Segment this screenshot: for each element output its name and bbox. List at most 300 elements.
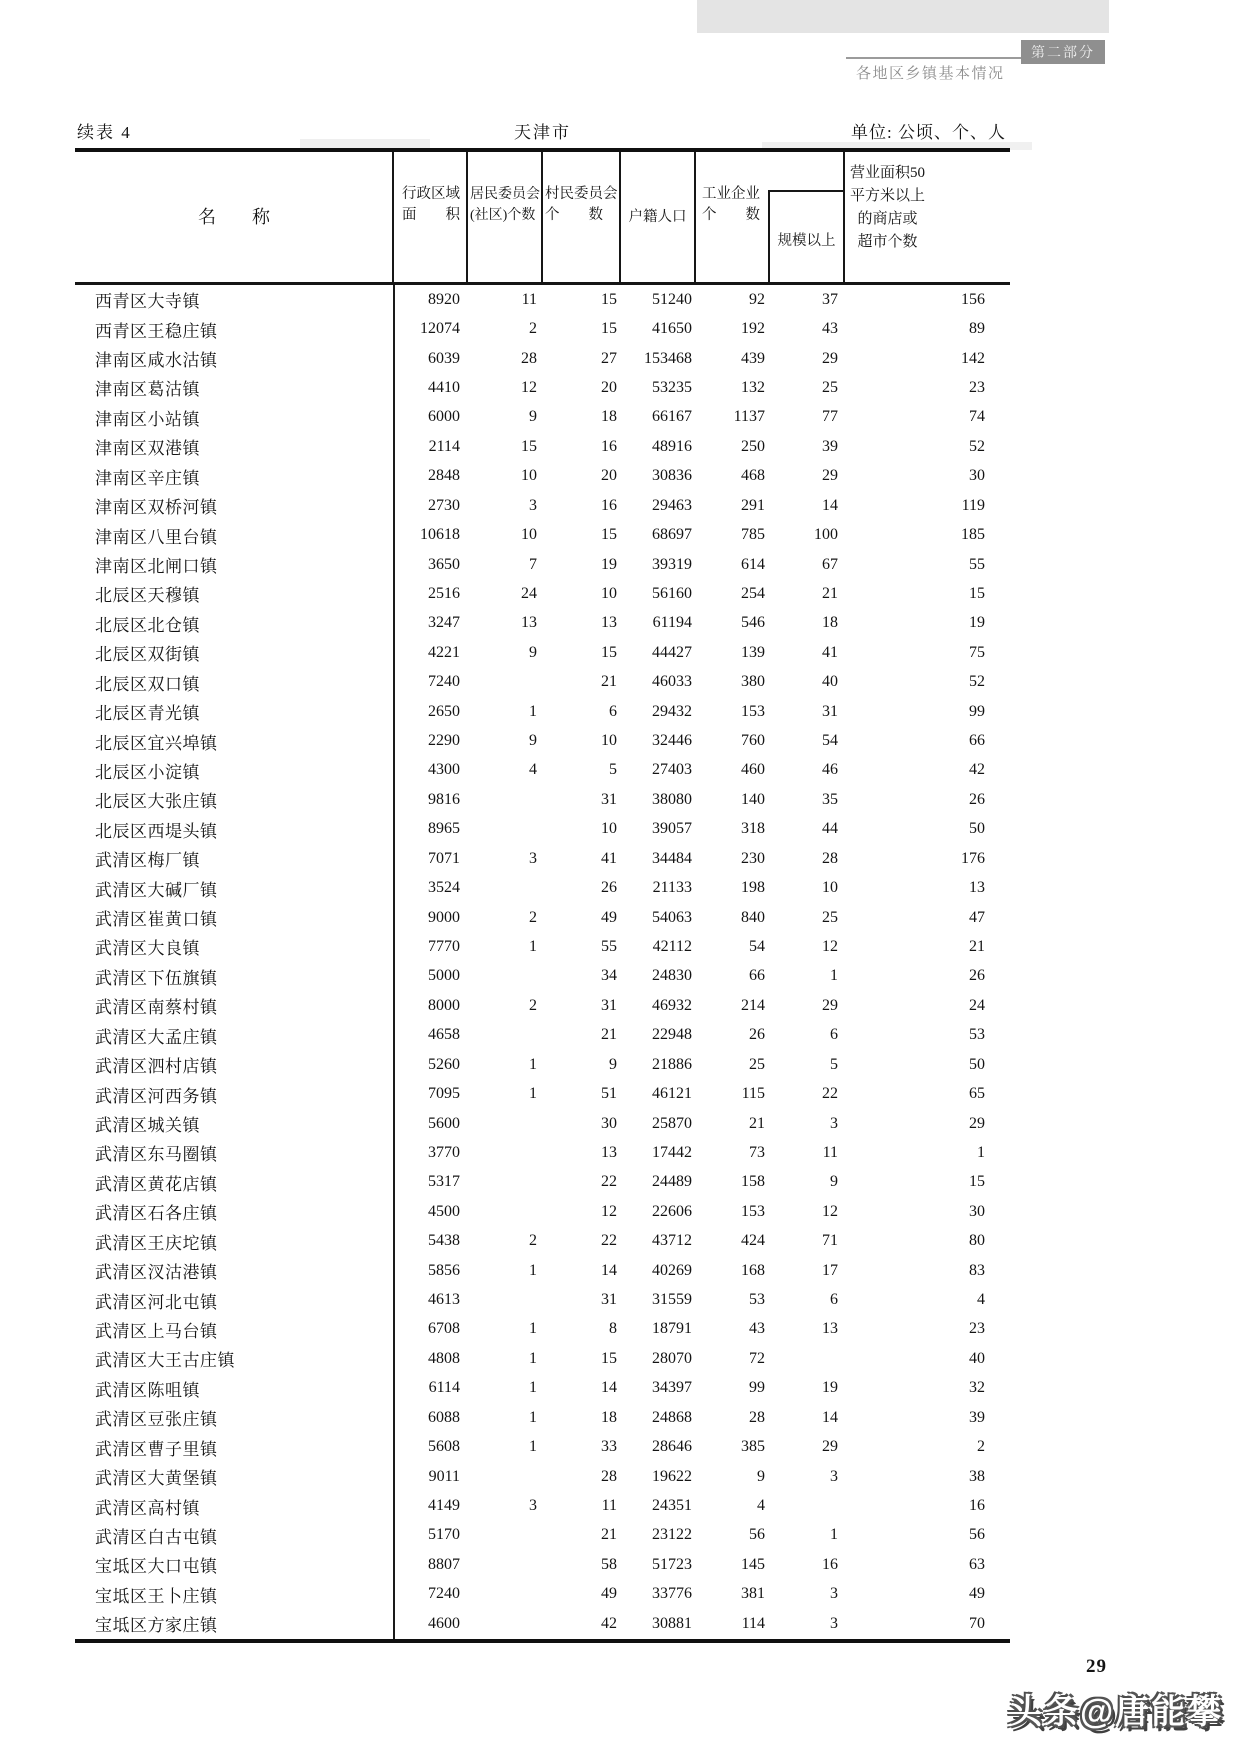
section-subtitle: 各地区乡镇基本情况 xyxy=(856,65,1005,82)
cell-registered-population: 28646 xyxy=(652,1438,692,1456)
cell-above-scale: 6 xyxy=(830,1291,838,1309)
cell-above-scale: 1 xyxy=(830,967,838,985)
cell-industrial-enterprises: 230 xyxy=(741,849,765,867)
town-name: 西青区王稳庄镇 xyxy=(95,321,218,341)
cell-above-scale: 54 xyxy=(822,732,838,750)
town-name: 武清区曹子里镇 xyxy=(95,1439,218,1459)
table-row xyxy=(75,1168,1010,1197)
cell-shops: 65 xyxy=(969,1085,985,1103)
cell-villagers-committees: 18 xyxy=(601,1408,617,1426)
cell-above-scale: 28 xyxy=(822,849,838,867)
cell-villagers-committees: 55 xyxy=(601,937,617,955)
cell-area: 10618 xyxy=(420,526,460,544)
cell-villagers-committees: 20 xyxy=(601,467,617,485)
cell-shops: 52 xyxy=(969,437,985,455)
cell-shops: 80 xyxy=(969,1232,985,1250)
table-row xyxy=(75,1521,1010,1550)
cell-villagers-committees: 15 xyxy=(601,1349,617,1367)
cell-industrial-enterprises: 318 xyxy=(741,820,765,838)
town-name: 北辰区青光镇 xyxy=(95,704,200,724)
cell-villagers-committees: 22 xyxy=(601,1173,617,1191)
cell-shops: 15 xyxy=(969,1173,985,1191)
cell-registered-population: 46033 xyxy=(652,673,692,691)
cell-villagers-committees: 27 xyxy=(601,349,617,367)
cell-area: 8000 xyxy=(428,996,460,1014)
cell-above-scale: 19 xyxy=(822,1379,838,1397)
cell-residents-committees: 9 xyxy=(529,643,537,661)
cell-above-scale: 77 xyxy=(822,408,838,426)
cell-shops: 39 xyxy=(969,1408,985,1426)
cell-industrial-enterprises: 92 xyxy=(749,290,765,308)
header-grid-line xyxy=(694,152,696,282)
header-grid-line xyxy=(392,152,394,282)
cell-villagers-committees: 10 xyxy=(601,820,617,838)
cell-registered-population: 41650 xyxy=(652,320,692,338)
cell-industrial-enterprises: 25 xyxy=(749,1055,765,1073)
table-row xyxy=(75,491,1010,520)
cell-residents-committees: 1 xyxy=(529,702,537,720)
table-row xyxy=(75,1109,1010,1138)
cell-registered-population: 43712 xyxy=(652,1232,692,1250)
cell-area: 4613 xyxy=(428,1291,460,1309)
table-row xyxy=(75,1256,1010,1285)
cell-registered-population: 34397 xyxy=(652,1379,692,1397)
table-label: 续表 4 xyxy=(77,123,132,142)
cell-shops: 89 xyxy=(969,320,985,338)
cell-area: 4808 xyxy=(428,1349,460,1367)
cell-area: 8920 xyxy=(428,290,460,308)
cell-villagers-committees: 26 xyxy=(601,879,617,897)
cell-shops: 38 xyxy=(969,1467,985,1485)
cell-industrial-enterprises: 785 xyxy=(741,526,765,544)
table-row xyxy=(75,1432,1010,1461)
town-name: 武清区王庆坨镇 xyxy=(95,1233,218,1253)
table-row xyxy=(75,1580,1010,1609)
cell-villagers-committees: 21 xyxy=(601,1526,617,1544)
cell-above-scale: 46 xyxy=(822,761,838,779)
cell-shops: 42 xyxy=(969,761,985,779)
cell-above-scale: 40 xyxy=(822,673,838,691)
col-header-industrial-enterprises: 工业企业 个 数 xyxy=(702,186,760,223)
cell-registered-population: 42112 xyxy=(652,937,692,955)
cell-area: 3770 xyxy=(428,1143,460,1161)
cell-registered-population: 30881 xyxy=(652,1614,692,1632)
cell-area: 7095 xyxy=(428,1085,460,1103)
above-scale-box-top-line xyxy=(768,190,845,192)
cell-industrial-enterprises: 760 xyxy=(741,732,765,750)
cell-villagers-committees: 31 xyxy=(601,790,617,808)
cell-shops: 4 xyxy=(977,1291,985,1309)
cell-area: 4500 xyxy=(428,1202,460,1220)
header-grid-line xyxy=(541,152,543,282)
cell-registered-population: 21886 xyxy=(652,1055,692,1073)
cell-residents-committees: 12 xyxy=(521,378,537,396)
cell-registered-population: 24489 xyxy=(652,1173,692,1191)
cell-villagers-committees: 12 xyxy=(601,1202,617,1220)
town-name: 北辰区双口镇 xyxy=(95,674,200,694)
town-name: 津南区八里台镇 xyxy=(95,527,218,547)
cell-villagers-committees: 42 xyxy=(601,1614,617,1632)
cell-residents-committees: 11 xyxy=(521,290,537,308)
cell-residents-committees: 9 xyxy=(529,408,537,426)
cell-above-scale: 43 xyxy=(822,320,838,338)
cell-above-scale: 31 xyxy=(822,702,838,720)
unit-note: 单位: 公顷、个、人 xyxy=(851,123,1006,142)
cell-registered-population: 19622 xyxy=(652,1467,692,1485)
town-name: 宝坻区王卜庄镇 xyxy=(95,1586,218,1606)
cell-industrial-enterprises: 424 xyxy=(741,1232,765,1250)
town-name: 北辰区西堤头镇 xyxy=(95,821,218,841)
cell-shops: 156 xyxy=(961,290,985,308)
town-name: 武清区陈咀镇 xyxy=(95,1380,200,1400)
town-name: 宝坻区大口屯镇 xyxy=(95,1557,218,1577)
cell-registered-population: 31559 xyxy=(652,1291,692,1309)
cell-villagers-committees: 28 xyxy=(601,1467,617,1485)
cell-residents-committees: 2 xyxy=(529,320,537,338)
cell-villagers-committees: 49 xyxy=(601,1585,617,1603)
table-row xyxy=(75,1197,1010,1226)
cell-registered-population: 22606 xyxy=(652,1202,692,1220)
table-row xyxy=(75,344,1010,373)
table-row xyxy=(75,932,1010,961)
cell-shops: 1 xyxy=(977,1143,985,1161)
cell-registered-population: 21133 xyxy=(652,879,692,897)
town-name: 北辰区宜兴埠镇 xyxy=(95,733,218,753)
cell-industrial-enterprises: 198 xyxy=(741,879,765,897)
table-row xyxy=(75,1315,1010,1344)
table-row xyxy=(75,1227,1010,1256)
town-name: 武清区汊沽港镇 xyxy=(95,1263,218,1283)
cell-registered-population: 24830 xyxy=(652,967,692,985)
cell-registered-population: 22948 xyxy=(652,1026,692,1044)
cell-residents-committees: 2 xyxy=(529,908,537,926)
cell-area: 4600 xyxy=(428,1614,460,1632)
cell-shops: 99 xyxy=(969,702,985,720)
cell-area: 7071 xyxy=(428,849,460,867)
cell-area: 9816 xyxy=(428,790,460,808)
cell-registered-population: 28070 xyxy=(652,1349,692,1367)
cell-area: 6114 xyxy=(428,1379,460,1397)
cell-industrial-enterprises: 99 xyxy=(749,1379,765,1397)
cell-industrial-enterprises: 26 xyxy=(749,1026,765,1044)
cell-above-scale: 37 xyxy=(822,290,838,308)
table-row xyxy=(75,609,1010,638)
cell-above-scale: 3 xyxy=(830,1114,838,1132)
table-row xyxy=(75,1403,1010,1432)
cell-residents-committees: 3 xyxy=(529,496,537,514)
cell-registered-population: 51723 xyxy=(652,1555,692,1573)
cell-industrial-enterprises: 381 xyxy=(741,1585,765,1603)
cell-industrial-enterprises: 72 xyxy=(749,1349,765,1367)
cell-above-scale: 44 xyxy=(822,820,838,838)
table-row xyxy=(75,697,1010,726)
cell-industrial-enterprises: 254 xyxy=(741,584,765,602)
cell-shops: 119 xyxy=(961,496,985,514)
town-name: 武清区大良镇 xyxy=(95,939,200,959)
header-grid-line xyxy=(466,152,468,282)
town-name: 津南区辛庄镇 xyxy=(95,468,200,488)
town-name: 津南区咸水沽镇 xyxy=(95,351,218,371)
table-row xyxy=(75,1462,1010,1491)
town-name: 武清区东马圈镇 xyxy=(95,1145,218,1165)
cell-registered-population: 24868 xyxy=(652,1408,692,1426)
table-row xyxy=(75,785,1010,814)
town-name: 武清区上马台镇 xyxy=(95,1321,218,1341)
cell-residents-committees: 1 xyxy=(529,937,537,955)
cell-shops: 185 xyxy=(961,526,985,544)
cell-area: 6000 xyxy=(428,408,460,426)
table-row xyxy=(75,1050,1010,1079)
cell-residents-committees: 1 xyxy=(529,1408,537,1426)
town-name: 北辰区双街镇 xyxy=(95,645,200,665)
cell-registered-population: 44427 xyxy=(652,643,692,661)
table-row xyxy=(75,432,1010,461)
cell-industrial-enterprises: 4 xyxy=(757,1497,765,1514)
col-header-shops: 营业面积50 平方米以上 的商店或 超市个数 xyxy=(850,165,926,250)
cell-shops: 49 xyxy=(969,1585,985,1603)
town-name: 武清区大孟庄镇 xyxy=(95,1027,218,1047)
cell-above-scale: 3 xyxy=(830,1585,838,1603)
cell-area: 7240 xyxy=(428,673,460,691)
cell-area: 5600 xyxy=(428,1114,460,1132)
town-name: 武清区豆张庄镇 xyxy=(95,1410,218,1430)
cell-industrial-enterprises: 468 xyxy=(741,467,765,485)
cell-area: 2730 xyxy=(428,496,460,514)
cell-shops: 75 xyxy=(969,643,985,661)
cell-industrial-enterprises: 21 xyxy=(749,1114,765,1132)
cell-industrial-enterprises: 291 xyxy=(741,496,765,514)
town-name: 津南区北闸口镇 xyxy=(95,557,218,576)
cell-area: 9000 xyxy=(428,908,460,926)
table-row xyxy=(75,991,1010,1020)
cell-industrial-enterprises: 140 xyxy=(741,790,765,808)
cell-villagers-committees: 10 xyxy=(601,584,617,602)
above-scale-box-left-line xyxy=(768,190,770,282)
cell-above-scale: 9 xyxy=(830,1173,838,1191)
cell-above-scale: 25 xyxy=(822,908,838,926)
cell-villagers-committees: 20 xyxy=(601,378,617,396)
town-name: 武清区下伍旗镇 xyxy=(95,968,218,988)
cell-residents-committees: 1 xyxy=(529,1261,537,1279)
page-number: 29 xyxy=(1086,1656,1107,1677)
cell-shops: 23 xyxy=(969,378,985,396)
cell-shops: 30 xyxy=(969,467,985,485)
cell-registered-population: 46121 xyxy=(652,1085,692,1103)
cell-residents-committees: 1 xyxy=(529,1379,537,1397)
cell-shops: 15 xyxy=(969,584,985,602)
cell-area: 4221 xyxy=(428,643,460,661)
cell-registered-population: 23122 xyxy=(652,1526,692,1544)
header-grid-line xyxy=(619,152,621,282)
cell-industrial-enterprises: 1137 xyxy=(733,408,765,426)
cell-residents-committees: 15 xyxy=(521,437,537,455)
cell-residents-committees: 9 xyxy=(529,732,537,750)
cell-industrial-enterprises: 192 xyxy=(741,320,765,338)
cell-villagers-committees: 49 xyxy=(601,908,617,926)
cell-industrial-enterprises: 28 xyxy=(749,1408,765,1426)
town-name: 北辰区天穆镇 xyxy=(95,586,200,606)
town-name: 北辰区大张庄镇 xyxy=(95,792,218,812)
cell-registered-population: 56160 xyxy=(652,584,692,602)
cell-villagers-committees: 15 xyxy=(601,320,617,338)
cell-above-scale: 29 xyxy=(822,1438,838,1456)
cell-shops: 40 xyxy=(969,1349,985,1367)
cell-above-scale: 1 xyxy=(830,1526,838,1544)
cell-villagers-committees: 6 xyxy=(609,702,617,720)
cell-industrial-enterprises: 153 xyxy=(741,1202,765,1220)
table-row xyxy=(75,285,1010,314)
town-name: 武清区河北屯镇 xyxy=(95,1292,218,1312)
cell-villagers-committees: 13 xyxy=(601,614,617,632)
town-name: 武清区河西务镇 xyxy=(95,1086,218,1106)
cell-above-scale: 3 xyxy=(830,1614,838,1632)
table-row xyxy=(75,1491,1010,1520)
table-row xyxy=(75,756,1010,785)
town-name: 武清区南蔡村镇 xyxy=(95,998,218,1018)
cell-residents-committees: 2 xyxy=(529,996,537,1014)
cell-area: 12074 xyxy=(420,320,460,338)
table-row xyxy=(75,962,1010,991)
cell-above-scale: 12 xyxy=(822,1202,838,1220)
cell-area: 4149 xyxy=(428,1497,460,1514)
header-grid-line xyxy=(843,152,845,282)
cell-residents-committees: 10 xyxy=(521,526,537,544)
cell-shops: 50 xyxy=(969,1055,985,1073)
table-row xyxy=(75,873,1010,902)
cell-industrial-enterprises: 115 xyxy=(741,1085,765,1103)
town-name: 武清区黄花店镇 xyxy=(95,1174,218,1194)
cell-residents-committees: 7 xyxy=(529,555,537,573)
cell-shops: 21 xyxy=(969,937,985,955)
col-header-above-scale: 规模以上 xyxy=(777,232,836,249)
cell-industrial-enterprises: 439 xyxy=(741,349,765,367)
cell-area: 5856 xyxy=(428,1261,460,1279)
cell-villagers-committees: 58 xyxy=(601,1555,617,1573)
town-name: 武清区石各庄镇 xyxy=(95,1204,218,1224)
cell-shops: 32 xyxy=(969,1379,985,1397)
cell-industrial-enterprises: 385 xyxy=(741,1438,765,1456)
table-row xyxy=(75,667,1010,696)
cell-registered-population: 153468 xyxy=(644,349,692,367)
cell-residents-committees: 24 xyxy=(521,584,537,602)
cell-shops: 142 xyxy=(961,349,985,367)
cell-shops: 50 xyxy=(969,820,985,838)
cell-villagers-committees: 9 xyxy=(609,1055,617,1073)
town-name: 北辰区北仓镇 xyxy=(95,615,200,635)
cell-industrial-enterprises: 66 xyxy=(749,967,765,985)
cell-area: 6708 xyxy=(428,1320,460,1338)
cell-registered-population: 61194 xyxy=(652,614,692,632)
cell-shops: 56 xyxy=(969,1526,985,1544)
cell-above-scale: 29 xyxy=(822,996,838,1014)
town-name: 津南区小站镇 xyxy=(95,409,200,429)
cell-shops: 16 xyxy=(969,1497,985,1514)
cell-above-scale: 18 xyxy=(822,614,838,632)
town-name: 武清区梅厂镇 xyxy=(95,851,200,871)
cell-area: 2290 xyxy=(428,732,460,750)
cell-shops: 47 xyxy=(969,908,985,926)
cell-shops: 24 xyxy=(969,996,985,1014)
cell-area: 5438 xyxy=(428,1232,460,1250)
cell-registered-population: 54063 xyxy=(652,908,692,926)
cell-villagers-committees: 16 xyxy=(601,496,617,514)
cell-industrial-enterprises: 139 xyxy=(741,643,765,661)
town-name: 武清区高村镇 xyxy=(95,1498,200,1518)
town-name: 武清区泗村店镇 xyxy=(95,1057,218,1077)
town-name: 西青区大寺镇 xyxy=(95,292,200,312)
cell-residents-committees: 3 xyxy=(529,1497,537,1514)
cell-villagers-committees: 30 xyxy=(601,1114,617,1132)
cell-above-scale: 16 xyxy=(822,1555,838,1573)
table-caption-row xyxy=(75,116,1010,142)
cell-residents-committees: 28 xyxy=(521,349,537,367)
cell-above-scale: 3 xyxy=(830,1467,838,1485)
table-row xyxy=(75,844,1010,873)
cell-above-scale: 39 xyxy=(822,437,838,455)
cell-industrial-enterprises: 168 xyxy=(741,1261,765,1279)
table-row xyxy=(75,1079,1010,1108)
cell-industrial-enterprises: 53 xyxy=(749,1291,765,1309)
cell-shops: 53 xyxy=(969,1026,985,1044)
table-row xyxy=(75,726,1010,755)
cell-area: 7240 xyxy=(428,1585,460,1603)
cell-registered-population: 30836 xyxy=(652,467,692,485)
cell-area: 3524 xyxy=(428,879,460,897)
watermark: 头条@唐能攀 xyxy=(1008,1693,1224,1731)
cell-above-scale: 21 xyxy=(822,584,838,602)
cell-area: 2650 xyxy=(428,702,460,720)
town-name: 武清区白古屯镇 xyxy=(95,1527,218,1547)
cell-above-scale: 29 xyxy=(822,467,838,485)
town-name: 武清区城关镇 xyxy=(95,1116,200,1136)
col-header-area: 行政区域 面 积 xyxy=(402,186,460,223)
cell-registered-population: 34484 xyxy=(652,849,692,867)
cell-shops: 26 xyxy=(969,967,985,985)
cell-industrial-enterprises: 56 xyxy=(749,1526,765,1544)
table-row xyxy=(75,314,1010,343)
table-row xyxy=(75,1138,1010,1167)
cell-industrial-enterprises: 43 xyxy=(749,1320,765,1338)
cell-area: 6039 xyxy=(428,349,460,367)
table-row xyxy=(75,1374,1010,1403)
town-name: 北辰区小淀镇 xyxy=(95,762,200,782)
cell-above-scale: 100 xyxy=(814,526,838,544)
cell-villagers-committees: 31 xyxy=(601,1291,617,1309)
cell-area: 3247 xyxy=(428,614,460,632)
cell-shops: 2 xyxy=(977,1438,985,1456)
cell-residents-committees: 10 xyxy=(521,467,537,485)
cell-shops: 74 xyxy=(969,408,985,426)
cell-area: 4300 xyxy=(428,761,460,779)
cell-above-scale: 29 xyxy=(822,349,838,367)
cell-villagers-committees: 34 xyxy=(601,967,617,985)
cell-registered-population: 53235 xyxy=(652,378,692,396)
cell-villagers-committees: 31 xyxy=(601,996,617,1014)
cell-registered-population: 29432 xyxy=(652,702,692,720)
cell-villagers-committees: 19 xyxy=(601,555,617,573)
cell-registered-population: 32446 xyxy=(652,732,692,750)
cell-shops: 83 xyxy=(969,1261,985,1279)
cell-industrial-enterprises: 460 xyxy=(741,761,765,779)
col-header-registered-population: 户籍人口 xyxy=(628,208,687,225)
table-row xyxy=(75,903,1010,932)
cell-registered-population: 68697 xyxy=(652,526,692,544)
cell-above-scale: 6 xyxy=(830,1026,838,1044)
cell-registered-population: 46932 xyxy=(652,996,692,1014)
town-name: 武清区大王古庄镇 xyxy=(95,1351,235,1371)
cell-area: 2848 xyxy=(428,467,460,485)
cell-area: 5000 xyxy=(428,967,460,985)
